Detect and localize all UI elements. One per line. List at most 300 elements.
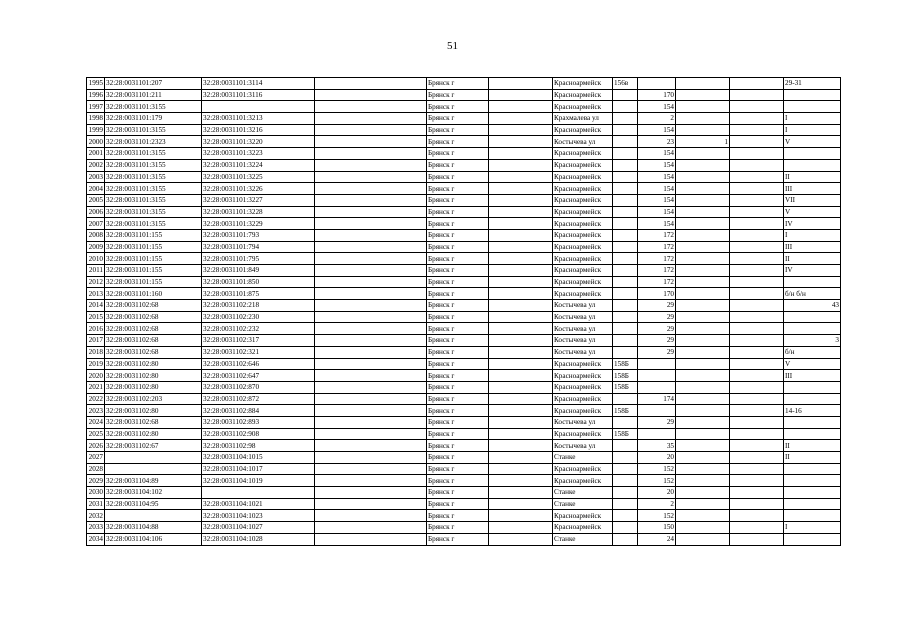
cell-city: Брянск г <box>427 218 489 230</box>
cell-city: Брянск г <box>427 335 489 347</box>
cell-apartment: IV <box>784 265 841 277</box>
cell-apartment <box>784 148 841 160</box>
cell-cadastral-number: 32:28:0031102:68 <box>105 323 202 335</box>
cell-cadastral-number: 32:28:0031102:80 <box>105 381 202 393</box>
cell-house-number: 154 <box>638 101 676 113</box>
cell-building <box>676 487 730 499</box>
table-row <box>87 498 841 510</box>
cell-blank-2 <box>489 358 553 370</box>
cell-city: Брянск г <box>427 533 489 545</box>
cell-house-letter: 158Б <box>613 370 638 382</box>
cell-cadastral-number: 32:28:0031102:68 <box>105 300 202 312</box>
cell-house-number: 29 <box>638 311 676 323</box>
cell-blank <box>315 346 427 358</box>
cell-blank-3 <box>730 206 784 218</box>
cell-house-letter <box>613 440 638 452</box>
table-row <box>87 358 841 370</box>
cell-city: Брянск г <box>427 288 489 300</box>
cell-cadastral-number <box>105 463 202 475</box>
cell-house-letter <box>613 229 638 241</box>
cell-street: Красноармейск <box>553 206 613 218</box>
cell-apartment: V <box>784 206 841 218</box>
cell-object-cadastral-number: 32:28:0031102:98 <box>202 440 315 452</box>
cell-house-letter <box>613 335 638 347</box>
cell-house-number: 152 <box>638 510 676 522</box>
cell-apartment: I <box>784 124 841 136</box>
cell-city: Брянск г <box>427 498 489 510</box>
cell-cadastral-number: 32:28:0031102:68 <box>105 311 202 323</box>
cell-blank-2 <box>489 229 553 241</box>
cell-blank <box>315 265 427 277</box>
cell-blank-3 <box>730 452 784 464</box>
cell-city: Брянск г <box>427 183 489 195</box>
cell-row-number: 2015 <box>87 311 105 323</box>
cell-apartment: 3 <box>784 335 841 347</box>
cell-city: Брянск г <box>427 124 489 136</box>
table-row <box>87 124 841 136</box>
cell-blank <box>315 533 427 545</box>
table-row <box>87 381 841 393</box>
cell-street: Красноармейск <box>553 229 613 241</box>
cell-cadastral-number <box>105 510 202 522</box>
cell-building <box>676 194 730 206</box>
table-row <box>87 452 841 464</box>
cell-house-letter <box>613 393 638 405</box>
cell-apartment: III <box>784 370 841 382</box>
cell-house-letter <box>613 241 638 253</box>
cell-object-cadastral-number: 32:28:0031101:875 <box>202 288 315 300</box>
cell-row-number: 2030 <box>87 487 105 499</box>
cell-row-number: 1997 <box>87 101 105 113</box>
cell-cadastral-number: 32:28:0031104:88 <box>105 522 202 534</box>
cell-street: Красноармейск <box>553 510 613 522</box>
cell-building <box>676 346 730 358</box>
cell-street: Красноармейск <box>553 101 613 113</box>
cell-blank <box>315 358 427 370</box>
cell-building <box>676 416 730 428</box>
cell-house-letter <box>613 148 638 160</box>
cell-apartment <box>784 416 841 428</box>
cell-blank-2 <box>489 300 553 312</box>
cell-street: Красноармейск <box>553 194 613 206</box>
cell-blank-3 <box>730 218 784 230</box>
cell-building <box>676 253 730 265</box>
cell-house-letter <box>613 452 638 464</box>
cell-city: Брянск г <box>427 311 489 323</box>
cell-blank-2 <box>489 370 553 382</box>
cell-house-letter <box>613 346 638 358</box>
cell-blank-2 <box>489 452 553 464</box>
cell-city: Брянск г <box>427 370 489 382</box>
cell-street: Станке <box>553 487 613 499</box>
cell-cadastral-number: 32:28:0031101:179 <box>105 113 202 125</box>
cell-building <box>676 440 730 452</box>
cell-blank-3 <box>730 124 784 136</box>
cell-object-cadastral-number <box>202 101 315 113</box>
cell-blank-3 <box>730 113 784 125</box>
cell-house-letter <box>613 171 638 183</box>
cell-city: Брянск г <box>427 358 489 370</box>
cell-cadastral-number: 32:28:0031101:3155 <box>105 159 202 171</box>
cell-house-number: 20 <box>638 487 676 499</box>
cell-building <box>676 358 730 370</box>
cell-apartment <box>784 311 841 323</box>
cell-blank-3 <box>730 370 784 382</box>
cell-building <box>676 229 730 241</box>
cell-building <box>676 113 730 125</box>
cell-house-letter <box>613 253 638 265</box>
cell-building <box>676 370 730 382</box>
cell-apartment <box>784 323 841 335</box>
cell-blank-2 <box>489 381 553 393</box>
cell-object-cadastral-number: 32:28:0031102:218 <box>202 300 315 312</box>
cell-street: Станке <box>553 533 613 545</box>
cell-object-cadastral-number: 32:28:0031102:893 <box>202 416 315 428</box>
cell-house-letter <box>613 276 638 288</box>
cell-street: Костычева ул <box>553 416 613 428</box>
cell-object-cadastral-number: 32:28:0031101:3225 <box>202 171 315 183</box>
cell-street: Красноармейск <box>553 393 613 405</box>
cell-street: Красноармейск <box>553 171 613 183</box>
cell-object-cadastral-number: 32:28:0031104:1023 <box>202 510 315 522</box>
cell-row-number: 2002 <box>87 159 105 171</box>
cell-building <box>676 498 730 510</box>
cell-blank-3 <box>730 498 784 510</box>
cell-apartment: III <box>784 183 841 195</box>
cell-city: Брянск г <box>427 89 489 101</box>
cell-row-number: 2006 <box>87 206 105 218</box>
cell-row-number: 2018 <box>87 346 105 358</box>
cell-house-letter <box>613 124 638 136</box>
cell-building: 1 <box>676 136 730 148</box>
cell-house-number: 170 <box>638 288 676 300</box>
cell-building <box>676 381 730 393</box>
cell-city: Брянск г <box>427 428 489 440</box>
cell-building <box>676 323 730 335</box>
cell-blank <box>315 113 427 125</box>
cell-row-number: 2027 <box>87 452 105 464</box>
cell-apartment <box>784 276 841 288</box>
cell-blank <box>315 194 427 206</box>
cell-blank-3 <box>730 253 784 265</box>
cell-blank-3 <box>730 323 784 335</box>
cell-building <box>676 510 730 522</box>
cell-blank-3 <box>730 89 784 101</box>
cell-object-cadastral-number: 32:28:0031102:908 <box>202 428 315 440</box>
cell-cadastral-number: 32:28:0031101:155 <box>105 229 202 241</box>
cell-object-cadastral-number: 32:28:0031104:1015 <box>202 452 315 464</box>
cell-blank-3 <box>730 159 784 171</box>
cell-apartment: 14-16 <box>784 405 841 417</box>
cell-blank <box>315 311 427 323</box>
cell-apartment: V <box>784 136 841 148</box>
table-row <box>87 241 841 253</box>
cell-blank-3 <box>730 288 784 300</box>
cell-cadastral-number: 32:28:0031101:155 <box>105 241 202 253</box>
cell-blank-2 <box>489 241 553 253</box>
cell-street: Красноармейск <box>553 148 613 160</box>
cell-blank <box>315 405 427 417</box>
cell-blank <box>315 229 427 241</box>
cell-house-number: 152 <box>638 475 676 487</box>
cell-blank-2 <box>489 183 553 195</box>
cell-blank <box>315 276 427 288</box>
cell-cadastral-number: 32:28:0031102:68 <box>105 335 202 347</box>
cell-blank-3 <box>730 265 784 277</box>
table-row <box>87 276 841 288</box>
cell-city: Брянск г <box>427 346 489 358</box>
cell-blank-3 <box>730 416 784 428</box>
cell-row-number: 2009 <box>87 241 105 253</box>
cell-blank-3 <box>730 335 784 347</box>
cell-apartment: III <box>784 241 841 253</box>
cell-building <box>676 89 730 101</box>
cell-row-number: 2014 <box>87 300 105 312</box>
cell-building <box>676 218 730 230</box>
cell-cadastral-number: 32:28:0031101:3155 <box>105 171 202 183</box>
cell-cadastral-number <box>105 452 202 464</box>
cell-blank-2 <box>489 101 553 113</box>
cell-row-number: 2031 <box>87 498 105 510</box>
cell-row-number: 2020 <box>87 370 105 382</box>
cell-blank-3 <box>730 487 784 499</box>
cell-blank <box>315 78 427 90</box>
cell-blank <box>315 183 427 195</box>
cell-house-number: 172 <box>638 276 676 288</box>
table-row <box>87 194 841 206</box>
cell-blank-3 <box>730 428 784 440</box>
table-row <box>87 405 841 417</box>
cell-blank-2 <box>489 136 553 148</box>
cell-cadastral-number: 32:28:0031101:3155 <box>105 218 202 230</box>
cell-blank-3 <box>730 381 784 393</box>
cell-object-cadastral-number: 32:28:0031104:1027 <box>202 522 315 534</box>
cell-blank-2 <box>489 288 553 300</box>
cell-blank-2 <box>489 78 553 90</box>
cell-object-cadastral-number: 32:28:0031101:3226 <box>202 183 315 195</box>
cell-city: Брянск г <box>427 101 489 113</box>
cell-blank-2 <box>489 311 553 323</box>
cell-house-letter <box>613 416 638 428</box>
cell-building <box>676 276 730 288</box>
cell-blank <box>315 370 427 382</box>
table-row <box>87 428 841 440</box>
cell-house-number: 29 <box>638 335 676 347</box>
cell-row-number: 2017 <box>87 335 105 347</box>
cell-cadastral-number: 32:28:0031101:3155 <box>105 148 202 160</box>
cell-row-number: 2023 <box>87 405 105 417</box>
cell-house-letter <box>613 159 638 171</box>
cell-street: Красноармейск <box>553 183 613 195</box>
cell-house-letter <box>613 311 638 323</box>
cell-blank <box>315 171 427 183</box>
cell-street: Костычева ул <box>553 323 613 335</box>
cell-blank <box>315 253 427 265</box>
cell-house-number: 2 <box>638 113 676 125</box>
cell-row-number: 1999 <box>87 124 105 136</box>
cell-blank-2 <box>489 510 553 522</box>
cell-blank <box>315 241 427 253</box>
cell-house-number <box>638 428 676 440</box>
cell-blank-3 <box>730 300 784 312</box>
cell-city: Брянск г <box>427 440 489 452</box>
cell-street: Красноармейск <box>553 241 613 253</box>
cell-object-cadastral-number: 32:28:0031102:321 <box>202 346 315 358</box>
table-row <box>87 288 841 300</box>
cell-street: Красноармейск <box>553 253 613 265</box>
cell-building <box>676 300 730 312</box>
cell-house-letter <box>613 89 638 101</box>
cell-cadastral-number: 32:28:0031102:80 <box>105 358 202 370</box>
cell-row-number: 2005 <box>87 194 105 206</box>
cell-row-number: 2008 <box>87 229 105 241</box>
cell-blank-3 <box>730 475 784 487</box>
cell-house-number: 150 <box>638 522 676 534</box>
cell-row-number: 2028 <box>87 463 105 475</box>
cell-house-number: 152 <box>638 463 676 475</box>
cell-blank <box>315 89 427 101</box>
cell-city: Брянск г <box>427 136 489 148</box>
cell-street: Станке <box>553 452 613 464</box>
cell-blank-2 <box>489 475 553 487</box>
cell-blank <box>315 206 427 218</box>
cell-blank <box>315 381 427 393</box>
cell-blank <box>315 522 427 534</box>
cell-blank-3 <box>730 311 784 323</box>
cell-cadastral-number: 32:28:0031102:68 <box>105 346 202 358</box>
table-row <box>87 218 841 230</box>
cell-street: Красноармейск <box>553 78 613 90</box>
cell-house-letter <box>613 183 638 195</box>
cell-object-cadastral-number: 32:28:0031102:870 <box>202 381 315 393</box>
cell-house-letter <box>613 475 638 487</box>
cell-house-letter <box>613 487 638 499</box>
cell-row-number: 2007 <box>87 218 105 230</box>
cell-apartment: б/н <box>784 346 841 358</box>
table-row <box>87 159 841 171</box>
cell-cadastral-number: 32:28:0031101:160 <box>105 288 202 300</box>
cell-cadastral-number: 32:28:0031104:95 <box>105 498 202 510</box>
cell-blank-3 <box>730 241 784 253</box>
cell-house-number: 170 <box>638 89 676 101</box>
table-row <box>87 393 841 405</box>
cell-house-number: 29 <box>638 346 676 358</box>
table-row <box>87 183 841 195</box>
table-row <box>87 346 841 358</box>
cell-house-number: 172 <box>638 241 676 253</box>
table-row <box>87 300 841 312</box>
cell-cadastral-number: 32:28:0031104:89 <box>105 475 202 487</box>
cell-city: Брянск г <box>427 194 489 206</box>
cell-city: Брянск г <box>427 300 489 312</box>
table-row <box>87 171 841 183</box>
cell-object-cadastral-number: 32:28:0031101:3213 <box>202 113 315 125</box>
cell-blank-3 <box>730 229 784 241</box>
cell-street: Красноармейск <box>553 405 613 417</box>
cell-house-letter <box>613 218 638 230</box>
table-row <box>87 510 841 522</box>
cell-house-letter <box>613 522 638 534</box>
cell-building <box>676 288 730 300</box>
cell-city: Брянск г <box>427 265 489 277</box>
cell-street: Костычева ул <box>553 136 613 148</box>
cell-cadastral-number: 32:28:0031102:80 <box>105 370 202 382</box>
cell-cadastral-number: 32:28:0031101:155 <box>105 276 202 288</box>
cell-building <box>676 463 730 475</box>
cell-blank <box>315 463 427 475</box>
cell-house-number <box>638 78 676 90</box>
cell-blank-2 <box>489 346 553 358</box>
cell-blank-3 <box>730 101 784 113</box>
cell-blank-3 <box>730 346 784 358</box>
cell-blank-3 <box>730 510 784 522</box>
cell-house-number: 2 <box>638 498 676 510</box>
cell-street: Красноармейск <box>553 358 613 370</box>
cell-house-number: 154 <box>638 194 676 206</box>
cell-blank <box>315 124 427 136</box>
table-row <box>87 416 841 428</box>
cell-city: Брянск г <box>427 206 489 218</box>
cell-cadastral-number: 32:28:0031102:80 <box>105 405 202 417</box>
cell-blank <box>315 487 427 499</box>
cell-apartment <box>784 475 841 487</box>
cell-house-number: 174 <box>638 393 676 405</box>
cell-street: Костычева ул <box>553 311 613 323</box>
cell-object-cadastral-number: 32:28:0031101:794 <box>202 241 315 253</box>
cell-cadastral-number: 32:28:0031104:106 <box>105 533 202 545</box>
cell-object-cadastral-number: 32:28:0031104:1028 <box>202 533 315 545</box>
cell-house-number: 154 <box>638 171 676 183</box>
table-row <box>87 101 841 113</box>
table-row <box>87 253 841 265</box>
cell-house-letter: 158Б <box>613 405 638 417</box>
cell-blank-3 <box>730 358 784 370</box>
cell-house-letter <box>613 498 638 510</box>
cell-blank-2 <box>489 171 553 183</box>
cell-blank-2 <box>489 148 553 160</box>
cell-cadastral-number: 32:28:0031101:207 <box>105 78 202 90</box>
registry-body <box>87 78 841 546</box>
cell-object-cadastral-number: 32:28:0031101:3224 <box>202 159 315 171</box>
cell-house-letter <box>613 194 638 206</box>
cell-blank-2 <box>489 487 553 499</box>
cell-city: Брянск г <box>427 253 489 265</box>
cell-street: Красноармейск <box>553 463 613 475</box>
cell-object-cadastral-number: 32:28:0031101:3216 <box>202 124 315 136</box>
cell-house-letter <box>613 136 638 148</box>
cell-row-number: 1998 <box>87 113 105 125</box>
registry-table <box>86 77 841 546</box>
cell-apartment <box>784 428 841 440</box>
cell-cadastral-number: 32:28:0031101:155 <box>105 265 202 277</box>
cell-blank <box>315 300 427 312</box>
cell-row-number: 2019 <box>87 358 105 370</box>
cell-building <box>676 405 730 417</box>
cell-apartment <box>784 498 841 510</box>
cell-cadastral-number: 32:28:0031104:102 <box>105 487 202 499</box>
cell-house-letter: 158Б <box>613 428 638 440</box>
cell-street: Красноармейск <box>553 159 613 171</box>
cell-house-letter <box>613 206 638 218</box>
cell-city: Брянск г <box>427 475 489 487</box>
cell-house-number: 29 <box>638 323 676 335</box>
cell-city: Брянск г <box>427 487 489 499</box>
cell-row-number: 2003 <box>87 171 105 183</box>
cell-blank <box>315 440 427 452</box>
cell-city: Брянск г <box>427 405 489 417</box>
cell-cadastral-number: 32:28:0031101:155 <box>105 253 202 265</box>
table-row <box>87 323 841 335</box>
